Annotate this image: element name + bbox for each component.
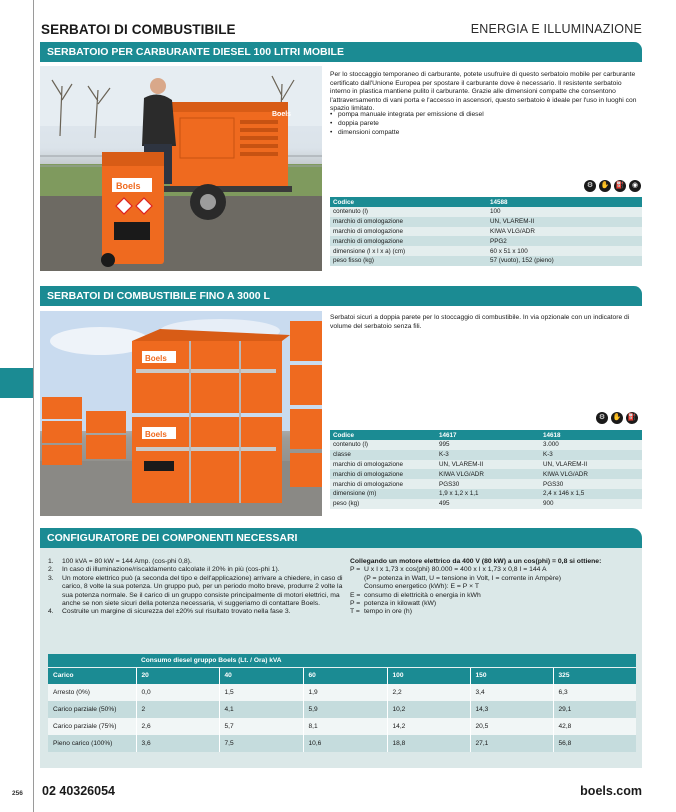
fuel-tanks-illustration — [40, 311, 322, 516]
table-cell: dimensione (m) — [330, 489, 436, 499]
table-cell: 3,4 — [470, 684, 553, 701]
table-title-row — [48, 654, 636, 667]
formula-row — [350, 566, 640, 574]
table-cell: 495 — [436, 499, 540, 509]
table-cell: 3,6 — [136, 735, 219, 752]
hand-icon: ✋ — [611, 412, 623, 424]
wheel-icon: ⚙ — [596, 412, 608, 424]
footer-phone: 02 40326054 — [42, 784, 115, 798]
step-number: 1. — [48, 558, 54, 565]
table-cell: 14,3 — [470, 701, 553, 718]
table-row — [330, 236, 642, 246]
table-cell: 2 — [136, 701, 219, 718]
table-cell: 8,1 — [303, 718, 387, 735]
table-cell: PPG2 — [487, 236, 642, 246]
table-cell: 2,6 — [136, 718, 219, 735]
formula-key: T = — [350, 608, 360, 616]
formula-row — [350, 575, 640, 583]
list-item: • doppia parete — [330, 119, 484, 128]
table-cell: classe — [330, 450, 436, 460]
section1-bullets — [330, 110, 484, 137]
table-cell: 10,6 — [303, 735, 387, 752]
section2-spec-table — [330, 430, 642, 509]
table-cell: marchio di omologazione — [330, 227, 487, 237]
formula-key — [350, 575, 364, 583]
table-row — [330, 207, 642, 217]
formula-value: Consumo energetico (kWh): E = P × T — [364, 583, 479, 591]
table-cell: 56,8 — [553, 735, 636, 752]
column-header: 14618 — [540, 430, 642, 440]
table-cell: 4,1 — [219, 701, 303, 718]
section1-spec-table — [330, 197, 642, 266]
table-cell: 1,9 — [303, 684, 387, 701]
table-cell: 6,3 — [553, 684, 636, 701]
fuel-icon: ⛽ — [626, 412, 638, 424]
table-row — [330, 479, 642, 489]
table-header-row — [48, 667, 636, 684]
list-item — [48, 566, 348, 574]
table-cell: contenuto (l) — [330, 207, 487, 217]
formula-row — [350, 592, 640, 600]
consumption-table — [48, 654, 636, 752]
generator-brand-label: Boels — [272, 111, 292, 118]
page-number: 256 — [12, 790, 23, 797]
table-row — [48, 718, 636, 735]
table-row — [330, 440, 642, 450]
table-cell: K-3 — [540, 450, 642, 460]
table-row — [330, 469, 642, 479]
table-cell: marchio di omologazione — [330, 236, 487, 246]
table-row — [330, 499, 642, 509]
table-cell: 42,8 — [553, 718, 636, 735]
table-cell: peso (kg) — [330, 499, 436, 509]
column-header: 100 — [387, 667, 470, 684]
column-header: Codice — [330, 197, 487, 207]
list-item: • dimensioni compatte — [330, 128, 484, 137]
list-item — [48, 575, 348, 609]
table-cell: 5,7 — [219, 718, 303, 735]
hand-icon: ✋ — [599, 180, 611, 192]
table-cell: marchio di omologazione — [330, 469, 436, 479]
table-cell: peso fisso (kg) — [330, 256, 487, 266]
list-item — [48, 608, 348, 616]
table-cell: UN, VLAREM-II — [540, 460, 642, 470]
configurator-steps — [48, 558, 348, 617]
column-header: 20 — [136, 667, 219, 684]
consumption-title: Consumo diesel gruppo Boels (Lt. / Ora) kVA — [136, 654, 636, 667]
section1-icons — [584, 180, 641, 192]
section2-title: SERBATOI DI COMBUSTIBILE FINO A 3000 L — [40, 286, 642, 306]
helmet-icon: ◉ — [629, 180, 641, 192]
table-cell: 29,1 — [553, 701, 636, 718]
formula-value: tempo in ore (h) — [364, 608, 412, 616]
table-cell: UN, VLAREM-II — [487, 217, 642, 227]
step-text: Costruite un margine di sicurezza del ±20% sul risultato trovato nella fase 3. — [62, 608, 291, 616]
table-cell: marchio di omologazione — [330, 217, 487, 227]
section2-description: Serbatoi sicuri a doppia parete per lo stoccaggio di combustibile. In via opzionale con un indicatore di volume del serbatoio senza fili. — [330, 314, 630, 330]
table-cell: marchio di omologazione — [330, 460, 436, 470]
table-cell: PGS30 — [540, 479, 642, 489]
table-cell: contenuto (l) — [330, 440, 436, 450]
table-row — [48, 701, 636, 718]
fuel-icon: ⛽ — [614, 180, 626, 192]
table-cell: marchio di omologazione — [330, 479, 436, 489]
tank-brand-label-bottom: Boels — [145, 430, 167, 439]
table-cell: Arresto (0%) — [48, 684, 136, 701]
step-text: In caso di illuminazione/riscaldamento calcolate il 20% in più (cos-phi 1). — [62, 566, 280, 574]
formula-value: U x I x 1,73 x cos(phi) 80.000 = 400 x I x 1,73 x 0,8 I = 144 A — [364, 566, 547, 574]
page-title: SERBATOI DI COMBUSTIBILE — [41, 22, 236, 37]
table-header-row — [330, 430, 642, 440]
formula-key: P = — [350, 600, 361, 608]
formula-value: potenza in kilowatt (kW) — [364, 600, 437, 608]
chapter-tab — [0, 368, 33, 398]
table-cell: 20,5 — [470, 718, 553, 735]
table-cell: Carico parziale (75%) — [48, 718, 136, 735]
table-cell: Carico parziale (50%) — [48, 701, 136, 718]
table-cell: 100 — [487, 207, 642, 217]
table-header-row — [330, 197, 642, 207]
table-cell: KIWA VLG/ADR — [540, 469, 642, 479]
diesel-tank-photo — [40, 66, 322, 271]
table-cell: 10,2 — [387, 701, 470, 718]
column-header: 14617 — [436, 430, 540, 440]
list-item: • pompa manuale integrata per emissione di diesel — [330, 110, 484, 119]
formula-block — [350, 558, 640, 617]
formula-key: P = — [350, 566, 361, 574]
footer-website: boels.com — [580, 784, 642, 798]
fuel-tanks-photo — [40, 311, 322, 516]
tank-brand-label: Boels — [116, 181, 141, 191]
table-row — [48, 735, 636, 752]
table-cell: 7,5 — [219, 735, 303, 752]
step-number: 2. — [48, 566, 54, 574]
configurator-panel — [40, 528, 642, 768]
table-cell: 18,8 — [387, 735, 470, 752]
left-margin-rule — [33, 0, 34, 812]
table-cell: KIWA VLG/ADR — [487, 227, 642, 237]
table-cell: K-3 — [436, 450, 540, 460]
column-header: Carico — [48, 667, 136, 684]
step-text: Un motore elettrico può (a seconda del tipo e dell'applicazione) arrivare a chiedere, in caso di carico, 8 volte la sua potenza. Un gruppo può, per un periodo molto breve, produrre 2 volte la sua potenza normale. Se il carico di un gruppo consiste principalmente di motori elettrici, ma anche se non siete sicuri della potenza necessaria, vi suggeriamo di contattare Boels. — [62, 574, 343, 608]
step-number: 3. — [48, 574, 54, 582]
table-cell: Pieno carico (100%) — [48, 735, 136, 752]
table-row — [330, 227, 642, 237]
step-text: 100 kVA = 80 kW = 144 Amp. (cos-phi 0,8). — [62, 558, 192, 565]
table-row — [330, 217, 642, 227]
formula-key — [350, 583, 364, 591]
table-cell: dimensione (l x l x a) (cm) — [330, 246, 487, 256]
table-cell: PGS30 — [436, 479, 540, 489]
table-row — [330, 256, 642, 266]
section1-description: Per lo stoccaggio temporaneo di carburante, potete usufruire di questo serbatoio mobile per carburante certificato dall'Unione Europea per spostare il carburante dove è necessario. Il resistente serbatoio interno in plastica mantiene pulito il carburante. Grazie alle dimensioni compatte che consentono l'attraversamento di vani porta e l'accesso in ascensori, questo serbatoio è ideale per l'uso in luoghi con spazio limitato. — [330, 71, 637, 113]
section2-icons — [596, 412, 638, 424]
table-cell: 14,2 — [387, 718, 470, 735]
table-cell: KIWA VLG/ADR — [436, 469, 540, 479]
diesel-tank-illustration — [40, 66, 322, 271]
section1-title: SERBATOIO PER CARBURANTE DIESEL 100 LITRI MOBILE — [40, 42, 642, 62]
table-cell: 1,9 x 1,2 x 1,1 — [436, 489, 540, 499]
configurator-title: CONFIGURATORE DEI COMPONENTI NECESSARI — [40, 528, 642, 548]
tank-brand-label-top: Boels — [145, 354, 167, 363]
table-cell: 2,2 — [387, 684, 470, 701]
table-cell: 995 — [436, 440, 540, 450]
column-header: Codice — [330, 430, 436, 440]
table-cell: 1,5 — [219, 684, 303, 701]
formula-key: E = — [350, 591, 361, 599]
formula-row — [350, 608, 640, 616]
formula-row — [350, 600, 640, 608]
table-row — [330, 489, 642, 499]
table-cell: 0,0 — [136, 684, 219, 701]
column-header: 14588 — [487, 197, 642, 207]
table-row — [48, 684, 636, 701]
wheel-icon: ⚙ — [584, 180, 596, 192]
column-header: 325 — [553, 667, 636, 684]
column-header: 60 — [303, 667, 387, 684]
column-header: 150 — [470, 667, 553, 684]
table-cell: 57 (vuoto), 152 (pieno) — [487, 256, 642, 266]
table-cell: 2,4 x 146 x 1,5 — [540, 489, 642, 499]
table-cell: 5,9 — [303, 701, 387, 718]
table-row — [330, 246, 642, 256]
formula-value: (P = potenza in Watt, U = tensione in Volt, I = corrente in Ampère) — [364, 574, 562, 582]
table-row — [330, 450, 642, 460]
table-cell: 3.000 — [540, 440, 642, 450]
table-row — [330, 460, 642, 470]
table-cell: 900 — [540, 499, 642, 509]
step-number: 4. — [48, 608, 54, 616]
formula-row — [350, 583, 640, 591]
formula-value: consumo di elettricità o energia in kWh — [364, 591, 481, 599]
page-category: ENERGIA E ILLUMINAZIONE — [470, 22, 642, 36]
column-header: 40 — [219, 667, 303, 684]
table-cell: UN, VLAREM-II — [436, 460, 540, 470]
formula-heading: Collegando un motore elettrico da 400 V (80 kW) a un cos(phi) = 0,8 si ottiene: — [350, 558, 602, 565]
list-item — [48, 558, 348, 566]
table-cell: 60 x 51 x 100 — [487, 246, 642, 256]
table-cell: 27,1 — [470, 735, 553, 752]
